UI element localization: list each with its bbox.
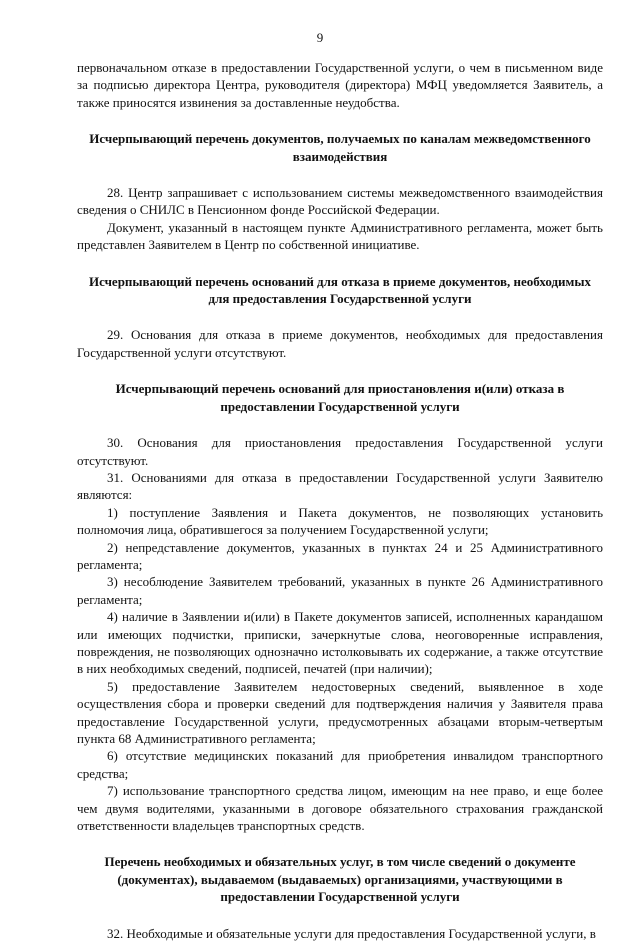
list-item: 6) отсутствие медицинских показаний для приобретения инвалидом транспортного средства;: [77, 748, 603, 781]
heading-suspension-refusal-grounds: Исчерпывающий перечень оснований для приостановления и(или) отказа в предоставлении Государственной услуги: [115, 381, 565, 414]
paragraph-28-continued: Документ, указанный в настоящем пункте Административного регламента, может быть представлен Заявителем в Центр по собственной инициативе.: [77, 219, 603, 253]
paragraph-28: 28. Центр запрашивает с использованием системы межведомственного взаимодействия сведения о СНИЛС в Пенсионном фонде Российской Федерации.: [77, 185, 603, 218]
list-item: 3) несоблюдение Заявителем требований, указанных в пункте 26 Административного регламента;: [77, 574, 603, 607]
list-item: 7) использование транспортного средства лицом, имеющим на нее право, и еще более чем двумя водителями, указанными в договоре обязательного страхования гражданской ответственности владельцев транспортных средств.: [77, 783, 603, 834]
list-item: 4) наличие в Заявлении и(или) в Пакете документов записей, исполненных карандашом или имеющих подчистки, приписки, зачеркнутые слова, неоговоренные исправления, повреждения, не позволяющих однозначно истолковывать их содержание, а также отсутствие в них необходимых сведений, подписей, печатей (при наличии);: [77, 609, 603, 677]
paragraph-29: 29. Основания для отказа в приеме документов, необходимых для предоставления Государственной услуги отсутствуют.: [77, 327, 603, 360]
page-number: 9: [316, 30, 324, 45]
list-item: 2) непредставление документов, указанных в пунктах 24 и 25 Административного регламента;: [77, 539, 603, 572]
heading-refusal-reception-grounds: Исчерпывающий перечень оснований для отказа в приеме документов, необходимых для предоставления Государственной услуги: [88, 273, 592, 307]
intro-paragraph: первоначальном отказе в предоставлении Государственной услуги, о чем в письменном виде за подписью директора Центра, руководителя (директора) МФЦ уведомляется Заявитель, а также приносятся извинения за доставленные неудобства.: [77, 60, 603, 110]
list-item: 5) предоставление Заявителем недостоверных сведений, выявленное в ходе осуществления сбора и проверки сведений для подтверждения наличия у Заявителя права предоставление Государственной услуги, предусмотренных абзацами вторым-четвертым пункта 68 Административного регламента;: [77, 678, 603, 746]
heading-required-services: Перечень необходимых и обязательных услуг, в том числе сведений о документе (документах), выдаваемом (выдаваемых) организациями, участвующими в предоставлении Государственной услуги: [104, 854, 576, 905]
paragraph-30: 30. Основания для приостановления предоставления Государственной услуги отсутствуют.: [77, 435, 603, 468]
list-item: 1) поступление Заявления и Пакета документов, не позволяющих установить полномочия лица, обратившегося за получением Государственной услуги;: [77, 504, 603, 538]
heading-interagency-documents: Исчерпывающий перечень документов, получаемых по каналам межведомственного взаимодействия: [89, 131, 591, 164]
paragraph-31: 31. Основаниями для отказа в предоставлении Государственной услуги Заявителю являются:: [77, 469, 603, 503]
document-body: [77, 59, 603, 942]
paragraph-32: 32. Необходимые и обязательные услуги для предоставления Государственной услуги, в: [107, 925, 596, 941]
